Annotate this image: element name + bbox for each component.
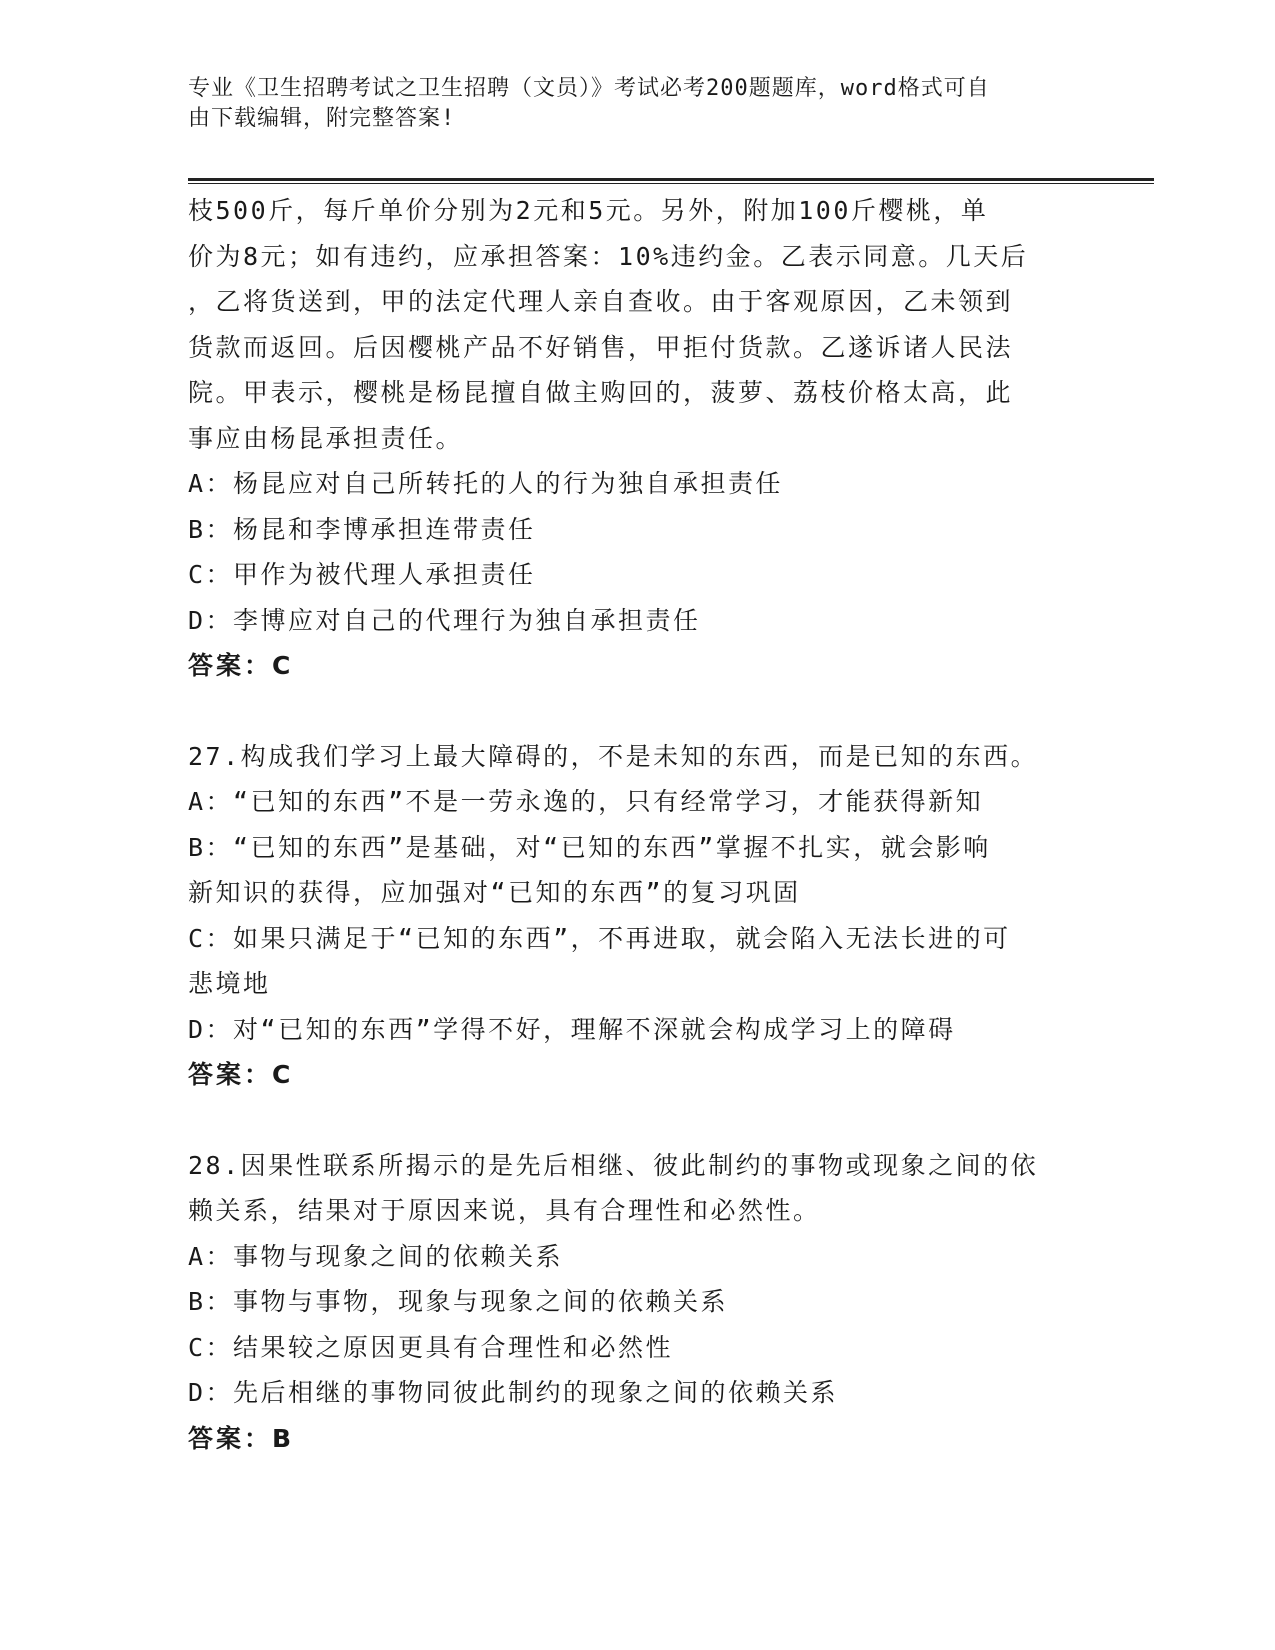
option-c: C：如果只满足于“已知的东西”，不再进取，就会陷入无法长进的可 <box>188 923 1011 953</box>
question-26 <box>188 188 1088 689</box>
option-d: D：对“已知的东西”学得不好，理解不深就会构成学习上的障碍 <box>188 1014 956 1044</box>
document-header <box>188 74 1088 134</box>
question-text-line: 枝500斤，每斤单价分别为2元和5元。另外，附加100斤樱桃，单 <box>188 196 989 225</box>
question-text-line: 货款而返回。后因樱桃产品不好销售，甲拒付货款。乙遂诉诸人民法 <box>188 332 1014 362</box>
option-c: C：结果较之原因更具有合理性和必然性 <box>188 1332 674 1362</box>
question-27 <box>188 734 1088 1098</box>
option-c-continued: 悲境地 <box>188 969 271 998</box>
question-text-line: 27.构成我们学习上最大障碍的，不是未知的东西，而是已知的东西。 <box>188 741 1039 771</box>
option-c: C：甲作为被代理人承担责任 <box>188 560 536 589</box>
question-text-line: 事应由杨昆承担责任。 <box>188 423 464 453</box>
question-text-line: 28.因果性联系所揭示的是先后相继、彼此制约的事物或现象之间的依 <box>188 1150 1039 1180</box>
question-content <box>188 188 1088 1461</box>
header-line-2: 由下载编辑，附完整答案! <box>188 106 456 131</box>
option-b: B：杨昆和李博承担连带责任 <box>188 514 536 544</box>
answer-label: 答案：C <box>188 651 294 680</box>
option-d: D：先后相继的事物同彼此制约的现象之间的依赖关系 <box>188 1378 839 1407</box>
answer-label: 答案：B <box>188 1423 295 1453</box>
option-b: B：“已知的东西”是基础，对“已知的东西”掌握不扎实，就会影响 <box>188 832 991 862</box>
question-text-line: 赖关系，结果对于原因来说，具有合理性和必然性。 <box>188 1196 821 1225</box>
spacer <box>188 1098 1088 1143</box>
spacer <box>188 689 1088 734</box>
question-text-line: ，乙将货送到，甲的法定代理人亲自查收。由于客观原因，乙未领到 <box>188 287 1014 316</box>
header-line-1: 专业《卫生招聘考试之卫生招聘（文员）》考试必考200题题库，word格式可自 <box>188 76 990 101</box>
answer-label: 答案：C <box>188 1060 294 1089</box>
question-text-line: 价为8元；如有违约，应承担答案：10%违约金。乙表示同意。几天后 <box>188 241 1029 271</box>
header-divider-thin <box>188 183 1154 184</box>
option-b-continued: 新知识的获得，应加强对“已知的东西”的复习巩固 <box>188 878 801 907</box>
question-text-line: 院。甲表示，樱桃是杨昆擅自做主购回的，菠萝、荔枝价格太高，此 <box>188 378 1014 407</box>
option-a: A：“已知的东西”不是一劳永逸的，只有经常学习，才能获得新知 <box>188 787 984 816</box>
option-b: B：事物与事物，现象与现象之间的依赖关系 <box>188 1287 729 1316</box>
option-d: D：李博应对自己的代理行为独自承担责任 <box>188 605 701 635</box>
option-a: A：杨昆应对自己所转托的人的行为独自承担责任 <box>188 469 784 498</box>
question-28 <box>188 1143 1088 1462</box>
option-a: A：事物与现象之间的依赖关系 <box>188 1241 564 1271</box>
header-divider-thick <box>188 178 1154 181</box>
